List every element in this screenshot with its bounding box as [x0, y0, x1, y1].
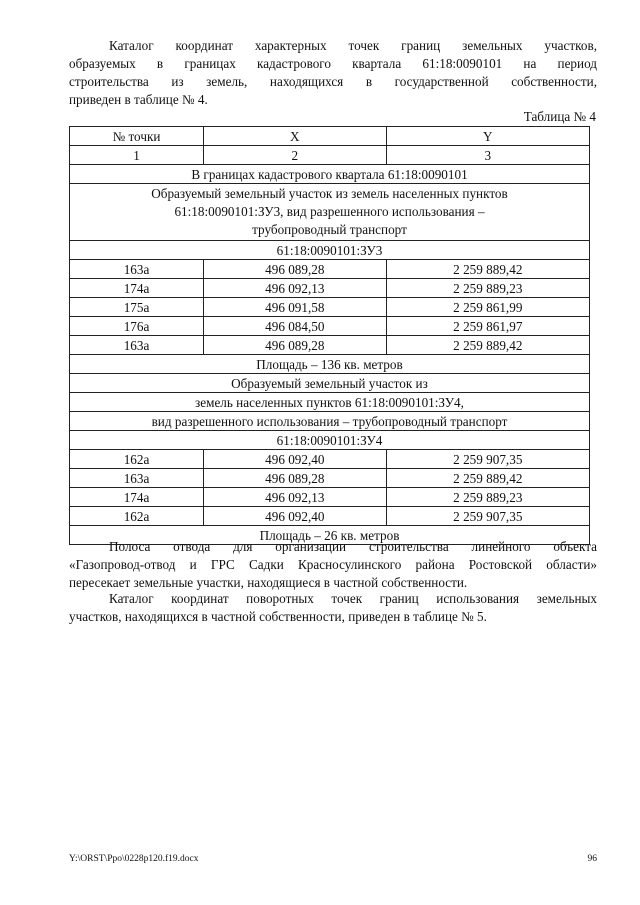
catalog-line: участков, находящихся в частной собственности, приведен в таблице № 5.	[69, 609, 487, 624]
section2-title-row	[70, 393, 590, 412]
pipeline-line: Полоса отвода для организации строительства линейного объекта	[109, 539, 597, 554]
section2-title-line: Образуемый земельный участок из	[70, 374, 590, 393]
table-row	[70, 279, 590, 298]
table-row	[70, 260, 590, 279]
y-cell: 2 259 889,42	[386, 336, 589, 355]
x-cell: 496 092,13	[204, 488, 387, 507]
coordinates-table	[69, 126, 590, 545]
section1-title-line: 61:18:0090101:ЗУ3, вид разрешенного использования –	[174, 204, 485, 219]
y-cell: 2 259 889,42	[386, 469, 589, 488]
column-number-row	[70, 146, 590, 165]
intro-line: образуемых в границах кадастрового квартала 61:18:0090101 на период	[69, 56, 597, 71]
footer-page-number: 96	[587, 854, 597, 864]
section1-id: 61:18:0090101:ЗУ3	[70, 241, 590, 260]
pipeline-line: «Газопровод-отвод и ГРС Садки Красносулинского района Ростовской области»	[69, 557, 597, 572]
header-x: X	[204, 127, 387, 146]
y-cell: 2 259 861,97	[386, 317, 589, 336]
catalog-paragraph	[69, 590, 597, 626]
point-cell: 163а	[70, 469, 204, 488]
point-cell: 175а	[70, 298, 204, 317]
y-cell: 2 259 861,99	[386, 298, 589, 317]
x-cell: 496 089,28	[204, 260, 387, 279]
section1-title	[70, 184, 590, 241]
col-number: 3	[386, 146, 589, 165]
x-cell: 496 092,13	[204, 279, 387, 298]
x-cell: 496 084,50	[204, 317, 387, 336]
x-cell: 496 092,40	[204, 450, 387, 469]
table-row	[70, 507, 590, 526]
section1-id-row	[70, 241, 590, 260]
point-cell: 163а	[70, 336, 204, 355]
col-number: 2	[204, 146, 387, 165]
section1-title-row	[70, 184, 590, 241]
table-row	[70, 488, 590, 507]
point-cell: 163а	[70, 260, 204, 279]
section1-title-line: трубопроводный транспорт	[252, 222, 407, 237]
section2-area: Площадь – 26 кв. метров	[70, 526, 590, 545]
y-cell: 2 259 889,42	[386, 260, 589, 279]
table-caption: Таблица № 4	[523, 109, 596, 124]
point-cell: 176а	[70, 317, 204, 336]
section2-title-line: вид разрешенного использования – трубопроводный транспорт	[70, 412, 590, 431]
x-cell: 496 089,28	[204, 469, 387, 488]
y-cell: 2 259 889,23	[386, 279, 589, 298]
col-number: 1	[70, 146, 204, 165]
intro-line: строительства из земель, находящихся в государственной собственности,	[69, 74, 597, 89]
table-row	[70, 450, 590, 469]
point-cell: 162а	[70, 450, 204, 469]
section2-id: 61:18:0090101:ЗУ4	[70, 431, 590, 450]
pipeline-paragraph	[69, 538, 597, 592]
point-cell: 162а	[70, 507, 204, 526]
intro-paragraph	[69, 37, 597, 109]
x-cell: 496 089,28	[204, 336, 387, 355]
section1-area: Площадь – 136 кв. метров	[70, 355, 590, 374]
intro-line: приведен в таблице № 4.	[69, 92, 208, 107]
pipeline-line: пересекает земельные участки, находящиеся в частной собственности.	[69, 575, 468, 590]
intro-line: Каталог координат характерных точек границ земельных участков,	[109, 38, 597, 53]
x-cell: 496 091,58	[204, 298, 387, 317]
section2-title-row	[70, 374, 590, 393]
section1-area-row	[70, 355, 590, 374]
quarter-row	[70, 165, 590, 184]
section1-title-line: Образуемый земельный участок из земель населенных пунктов	[151, 186, 508, 201]
table-row	[70, 317, 590, 336]
header-y: Y	[386, 127, 589, 146]
quarter-label: В границах кадастрового квартала 61:18:0090101	[70, 165, 590, 184]
table-header-row	[70, 127, 590, 146]
footer-file-path: Y:\ORST\Ppo\0228p120.f19.docx	[69, 854, 199, 864]
header-point: № точки	[70, 127, 204, 146]
section2-id-row	[70, 431, 590, 450]
section2-title-row	[70, 412, 590, 431]
y-cell: 2 259 907,35	[386, 450, 589, 469]
catalog-line: Каталог координат поворотных точек границ использования земельных	[109, 591, 597, 606]
point-cell: 174а	[70, 488, 204, 507]
table-row	[70, 469, 590, 488]
section2-title-line: земель населенных пунктов 61:18:0090101:ЗУ4,	[70, 393, 590, 412]
table-row	[70, 298, 590, 317]
x-cell: 496 092,40	[204, 507, 387, 526]
point-cell: 174а	[70, 279, 204, 298]
y-cell: 2 259 889,23	[386, 488, 589, 507]
y-cell: 2 259 907,35	[386, 507, 589, 526]
table-row	[70, 336, 590, 355]
